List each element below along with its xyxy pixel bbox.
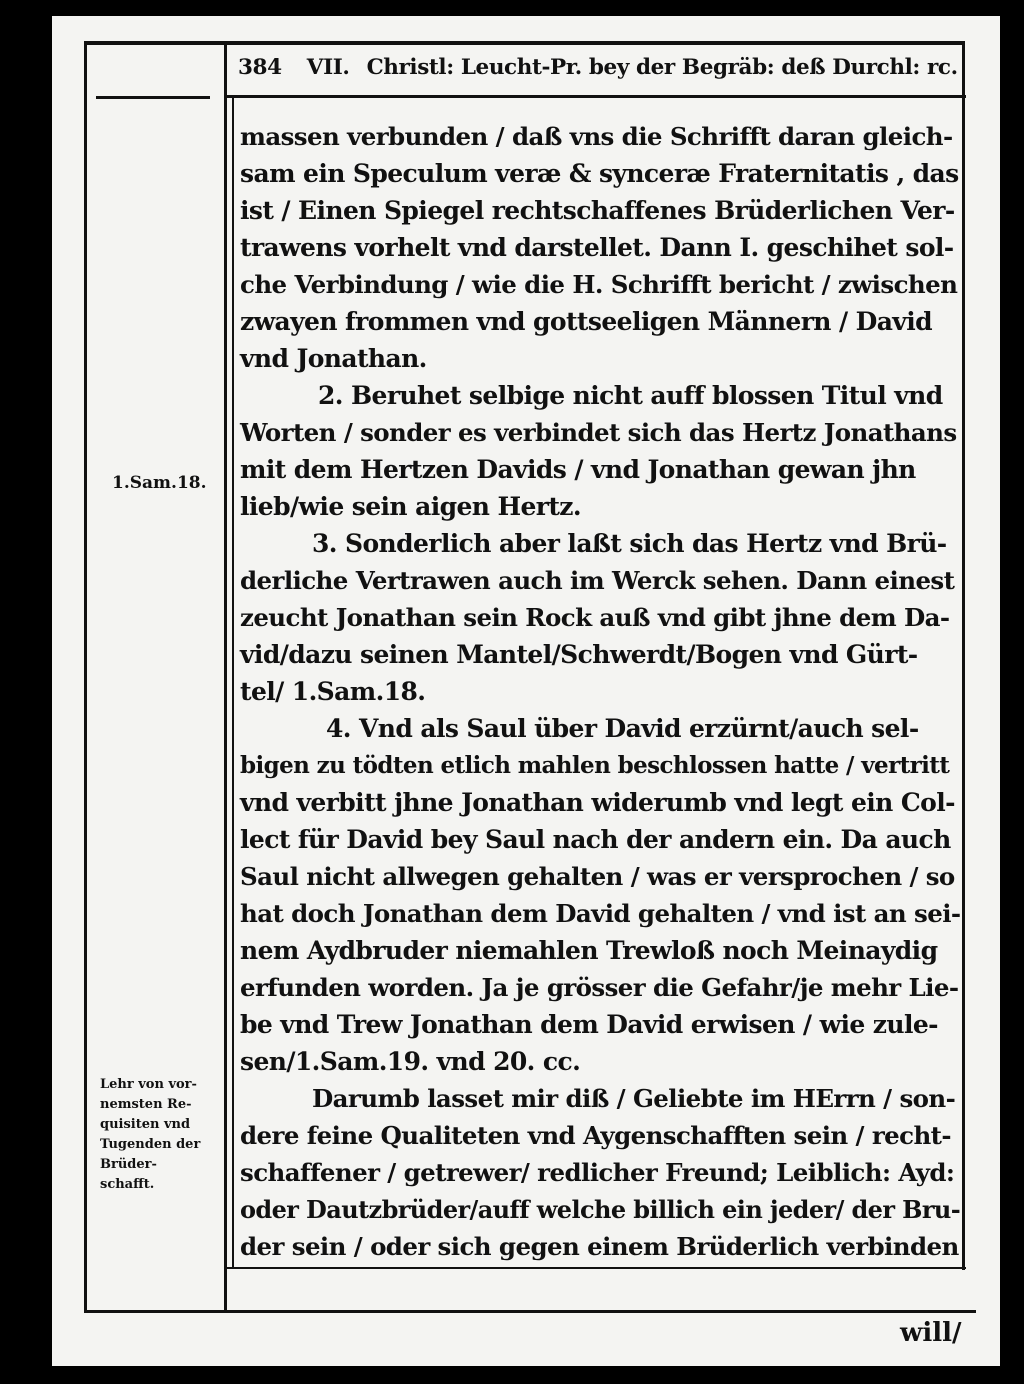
text-line: zwayen frommen vnd gottseeligen Männern / David [240,307,933,336]
text-line: che Verbindung / wie die H. Schrifft bericht / zwischen [240,270,958,299]
margin-note-line: Brüder- [100,1157,157,1172]
margin-note-line: Lehr von vor- [100,1077,197,1092]
text-inner-rule [232,98,234,1268]
text-line: oder Dautzbrüder/auff welche billich ein jeder/ der Bru- [240,1195,961,1224]
margin-note-line: Tugenden der [100,1137,201,1152]
text-line: ist / Einen Spiegel rechtschaffenes Brüderlichen Ver- [240,196,955,225]
text-line: schaffener / getrewer/ redlicher Freund; Leiblich: Ayd: [240,1158,955,1187]
catchword: will/ [900,1318,962,1348]
text-line: Worten / sonder es verbindet sich das Hertz Jonathans [240,418,957,447]
text-line: bigen zu tödten etlich mahlen beschlossen hatte / vertritt [240,752,950,779]
header-rule [226,95,966,98]
frame-rule-left [84,41,87,1313]
margin-note-line: nemsten Re- [100,1097,192,1112]
text-line: zeucht Jonathan sein Rock auß vnd gibt jhne dem Da- [240,603,950,632]
running-head [238,55,958,80]
text-line: sen/1.Sam.19. vnd 20. cc. [240,1047,581,1076]
text-line: mit dem Hertzen Davids / vnd Jonathan gewan jhn [240,455,916,484]
text-line: massen verbunden / daß vns die Schrifft daran gleich- [240,122,953,151]
text-line: nem Aydbruder niemahlen Trewloß noch Meinaydig [240,936,938,965]
text-line: 4. Vnd als Saul über David erzürnt/auch sel- [326,714,919,743]
margin-header-rule [96,96,210,99]
edge-mark: ▸ [62,12,70,28]
text-line: dere feine Qualiteten vnd Aygenschafften sein / recht- [240,1121,951,1150]
frame-rule-bottom [84,1310,976,1313]
text-line: vnd verbitt jhne Jonathan widerumb vnd legt ein Col- [240,788,955,817]
body-text [240,118,964,1265]
margin-note-line: quisiten vnd [100,1117,191,1132]
text-line: lieb/wie sein aigen Hertz. [240,492,582,521]
text-line: vid/dazu seinen Mantel/Schwerdt/Bogen vnd Gürt- [240,640,918,669]
text-line: lect für David bey Saul nach der andern ein. Da auch [240,825,951,854]
text-line: sam ein Speculum veræ & synceræ Fraternitatis , das [240,159,959,188]
text-line: Darumb lasset mir diß / Geliebte im HErrn / son- [312,1084,956,1113]
margin-note-line: schafft. [100,1177,155,1192]
text-line: 2. Beruhet selbige nicht auff blossen Titul vnd [318,381,943,410]
text-line: 3. Sonderlich aber laßt sich das Hertz vnd Brü- [312,529,947,558]
text-line: erfunden worden. Ja je grösser die Gefahr/je mehr Lie- [240,973,959,1002]
margin-column-rule [224,41,227,1313]
text-line: vnd Jonathan. [240,344,427,373]
text-line: be vnd Trew Jonathan dem David erwisen / wie zule- [240,1010,938,1039]
page-number: 384 [238,55,282,80]
section-number: VII. [306,55,350,80]
text-line: hat doch Jonathan dem David gehalten / vnd ist an sei- [240,899,961,928]
frame-rule-top [84,41,964,45]
text-bottom-rule [226,1267,966,1269]
text-line: der sein / oder sich gegen einem Brüderlich verbinden [240,1232,959,1261]
text-line: tel/ 1.Sam.18. [240,677,426,706]
margin-note-sam: 1.Sam.18. [112,473,207,493]
text-line: trawens vorhelt vnd darstellet. Dann I. geschihet sol- [240,233,954,262]
text-line: derliche Vertrawen auch im Werck sehen. Dann einest [240,566,955,595]
text-line: Saul nicht allwegen gehalten / was er versprochen / so [240,862,955,891]
running-title: Christl: Leucht-Pr. bey der Begräb: deß Durchl: rc. [366,55,958,80]
margin-note-lehr [100,1075,218,1195]
